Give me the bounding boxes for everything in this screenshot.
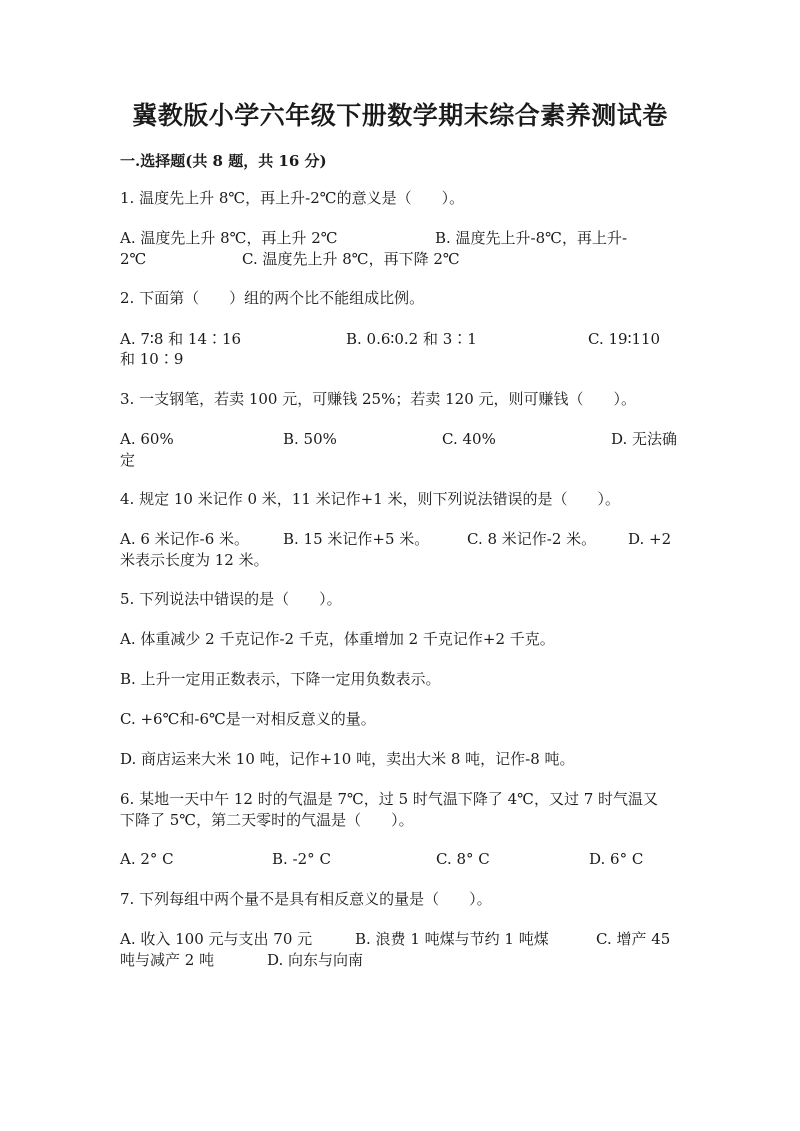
question-5-option-c: C. +6℃和-6℃是一对相反意义的量。 [120,710,376,728]
question-1-option-c: C. 温度先上升 8℃，再下降 2℃ [242,250,460,268]
question-1-option-b-cont: 2℃ [120,250,147,268]
question-5-option-a: A. 体重减少 2 千克记作-2 千克，体重增加 2 千克记作+2 千克。 [120,630,555,648]
question-4-stem: 4. 规定 10 米记作 0 米，11 米记作+1 米，则下列说法错误的是（ ）。 [120,490,621,508]
question-6-option-b: B. -2° C [272,850,331,868]
question-2-stem: 2. 下面第（ ）组的两个比不能组成比例。 [120,289,425,307]
question-7-option-c: C. 增产 45 [596,930,671,948]
question-4-option-b: B. 15 米记作+5 米。 [283,530,430,548]
question-3-option-d: D. 无法确 [611,430,678,448]
question-7-option-b: B. 浪费 1 吨煤与节约 1 吨煤 [355,930,549,948]
question-7-option-a: A. 收入 100 元与支出 70 元 [120,930,313,948]
question-4-option-d: D. +2 [628,530,672,548]
question-6-stem-line-1: 6. 某地一天中午 12 时的气温是 7℃，过 5 时气温下降了 4℃，又过 7 时气温又 [120,790,659,808]
question-1-option-b: B. 温度先上升-8℃，再上升- [435,229,628,247]
question-6-option-a: A. 2° C [120,850,174,868]
question-7-option-c-cont: 吨与减产 2 吨 [120,951,215,969]
question-2-option-b: B. 0.6∶0.2 和 3∶1 [346,330,477,348]
question-6-option-d: D. 6° C [589,850,644,868]
question-3-option-a: A. 60% [120,430,174,448]
question-6-option-c: C. 8° C [436,850,490,868]
question-4-option-c: C. 8 米记作-2 米。 [467,530,597,548]
page-title: 冀教版小学六年级下册数学期末综合素养测试卷 [132,101,668,130]
question-4-option-a: A. 6 米记作-6 米。 [120,530,250,548]
question-7-option-d: D. 向东与向南 [267,951,364,969]
question-3-stem: 3. 一支钢笔，若卖 100 元，可赚钱 25%；若卖 120 元，则可赚钱（ ）。 [120,390,637,408]
question-3-option-b: B. 50% [283,430,337,448]
question-7-stem: 7. 下列每组中两个量不是具有相反意义的量是（ ）。 [120,890,492,908]
question-5-option-d: D. 商店运来大米 10 吨，记作+10 吨，卖出大米 8 吨，记作-8 吨。 [120,750,575,768]
question-2-option-c-cont: 和 10∶9 [120,350,184,368]
section-header: 一.选择题(共 8 题，共 16 分) [120,152,327,170]
question-5-option-b: B. 上升一定用正数表示，下降一定用负数表示。 [120,670,441,688]
question-2-option-c: C. 19∶110 [588,330,661,348]
question-1-stem: 1. 温度先上升 8℃，再上升-2℃的意义是（ ）。 [120,189,465,207]
question-2-option-a: A. 7∶8 和 14∶16 [120,330,242,348]
question-3-option-c: C. 40% [442,430,496,448]
question-5-stem: 5. 下列说法中错误的是（ ）。 [120,590,342,608]
question-1-option-a: A. 温度先上升 8℃，再上升 2℃ [120,229,338,247]
question-4-option-d-cont: 米表示长度为 12 米。 [120,551,269,569]
question-6-stem-line-2: 下降了 5℃，第二天零时的气温是（ ）。 [120,811,414,829]
question-3-option-d-cont: 定 [120,451,136,469]
